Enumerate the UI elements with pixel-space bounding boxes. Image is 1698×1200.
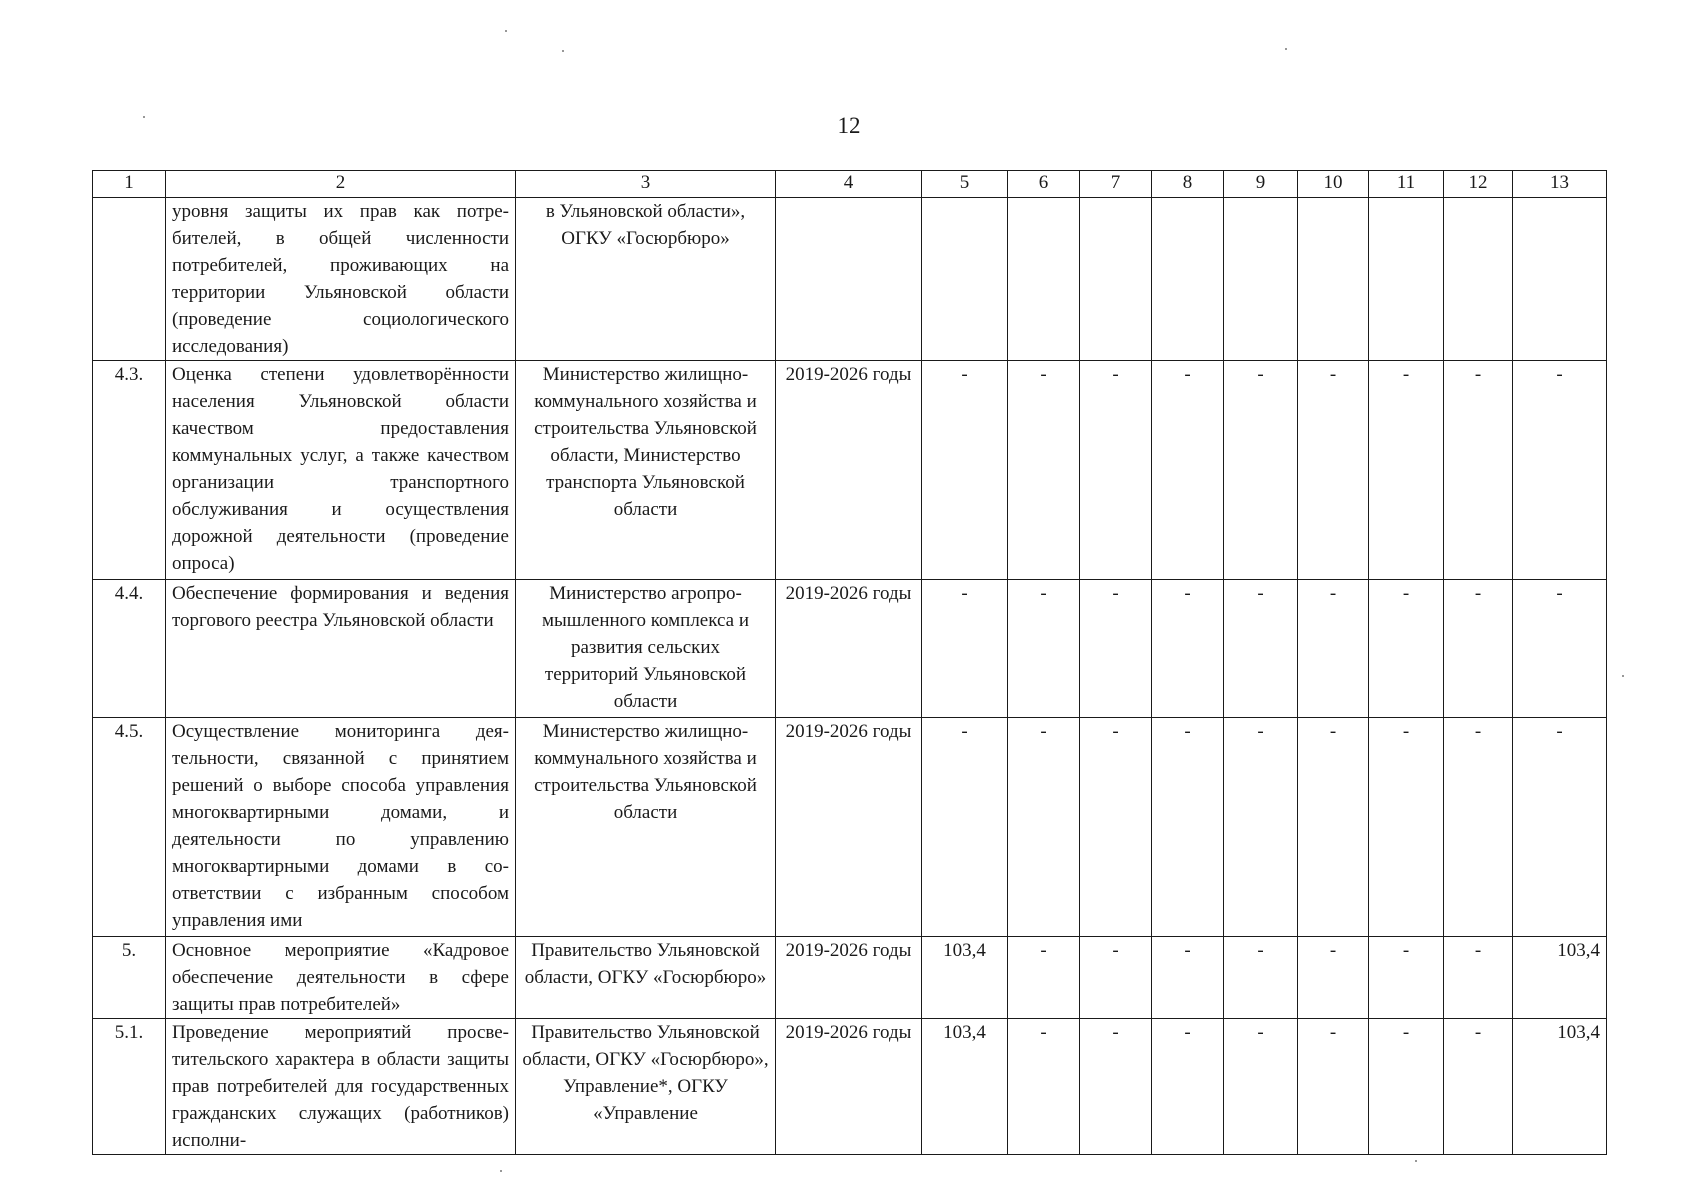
- value-cell: -: [1080, 937, 1152, 1019]
- value-cell: -: [1513, 580, 1607, 718]
- value-cell: -: [1224, 361, 1298, 580]
- value-cell: -: [1369, 361, 1444, 580]
- activity-name: уровня защиты их прав как потребителей, в общей численности потребителей, проживающих на территории Ульяновской области (проведение социологического исследования): [166, 198, 516, 361]
- value-cell: [1513, 198, 1607, 361]
- value-cell: -: [1224, 718, 1298, 937]
- table-row: [93, 198, 1607, 361]
- implementation-period: 2019-2026 годы: [776, 1019, 922, 1155]
- value-cell: -: [1369, 1019, 1444, 1155]
- value-cell: -: [1080, 1019, 1152, 1155]
- value-cell: -: [1369, 580, 1444, 718]
- value-cell: [1152, 198, 1224, 361]
- table-row: [93, 937, 1607, 1019]
- value-cell: [1444, 198, 1513, 361]
- value-cell: -: [1224, 1019, 1298, 1155]
- value-cell: -: [1444, 718, 1513, 937]
- value-cell: 103,4: [922, 1019, 1008, 1155]
- implementation-period: 2019-2026 годы: [776, 580, 922, 718]
- scan-speck: [1622, 675, 1624, 677]
- row-number: 4.4.: [93, 580, 166, 718]
- row-number: 5.: [93, 937, 166, 1019]
- row-number: [93, 198, 166, 361]
- value-cell: -: [1444, 361, 1513, 580]
- row-number: 5.1.: [93, 1019, 166, 1155]
- responsible-executor: Министерство агропромышленного комплекса и развития сельских территорий Ульяновской области: [516, 580, 776, 718]
- column-number: 10: [1298, 171, 1369, 198]
- implementation-period: 2019-2026 годы: [776, 361, 922, 580]
- value-cell: -: [1369, 937, 1444, 1019]
- scan-speck: [143, 116, 145, 118]
- implementation-period: 2019-2026 годы: [776, 937, 922, 1019]
- column-number: 2: [166, 171, 516, 198]
- value-cell: -: [1298, 361, 1369, 580]
- column-number-row: [93, 171, 1607, 198]
- value-cell: -: [1080, 361, 1152, 580]
- column-number: 9: [1224, 171, 1298, 198]
- value-cell: -: [1152, 1019, 1224, 1155]
- value-cell: -: [1008, 580, 1080, 718]
- page-number: 12: [837, 113, 861, 138]
- column-number: 11: [1369, 171, 1444, 198]
- table-row: [93, 1019, 1607, 1155]
- responsible-executor: в Ульяновской области», ОГКУ «Госюрбюро»: [516, 198, 776, 361]
- value-cell: -: [922, 361, 1008, 580]
- program-activities-table: [92, 170, 1607, 1155]
- column-number: 7: [1080, 171, 1152, 198]
- scan-speck: [505, 30, 507, 32]
- value-cell: [1008, 198, 1080, 361]
- value-cell: -: [922, 718, 1008, 937]
- value-cell: -: [1224, 937, 1298, 1019]
- value-cell: [1224, 198, 1298, 361]
- value-cell: -: [1152, 361, 1224, 580]
- value-cell: -: [1444, 937, 1513, 1019]
- table-row: [93, 361, 1607, 580]
- column-number: 4: [776, 171, 922, 198]
- implementation-period: 2019-2026 годы: [776, 718, 922, 937]
- value-cell: -: [1298, 718, 1369, 937]
- value-cell: -: [1224, 580, 1298, 718]
- scan-speck: [1285, 48, 1287, 50]
- value-cell: -: [1008, 718, 1080, 937]
- responsible-executor: Министерство жилищно-коммунального хозяйства и строительства Ульяновской области: [516, 718, 776, 937]
- responsible-executor: Правительство Ульяновской области, ОГКУ «Госюрбюро»: [516, 937, 776, 1019]
- column-number: 5: [922, 171, 1008, 198]
- value-cell: -: [1080, 580, 1152, 718]
- value-cell: -: [1298, 1019, 1369, 1155]
- value-cell: -: [1080, 718, 1152, 937]
- value-cell: -: [1008, 361, 1080, 580]
- row-number: 4.5.: [93, 718, 166, 937]
- value-cell: [1080, 198, 1152, 361]
- responsible-executor: Правительство Ульяновской области, ОГКУ «Госюрбюро», Управление*, ОГКУ «Управление: [516, 1019, 776, 1155]
- responsible-executor: Министерство жилищно-коммунального хозяйства и строительства Ульяновской области, Министерство транспорта Ульяновской области: [516, 361, 776, 580]
- scan-speck: [562, 50, 564, 52]
- column-number: 12: [1444, 171, 1513, 198]
- column-number: 6: [1008, 171, 1080, 198]
- implementation-period: [776, 198, 922, 361]
- value-cell: -: [1513, 361, 1607, 580]
- activity-name: Проведение мероприятий просветительского характера в области защиты прав потребителей для государственных гражданских служащих (работников) исполни-: [166, 1019, 516, 1155]
- value-cell: -: [1369, 718, 1444, 937]
- value-cell: -: [922, 580, 1008, 718]
- value-cell: 103,4: [1513, 937, 1607, 1019]
- value-cell: [1369, 198, 1444, 361]
- value-cell: -: [1298, 580, 1369, 718]
- value-cell: [1298, 198, 1369, 361]
- value-cell: -: [1444, 1019, 1513, 1155]
- value-cell: -: [1152, 937, 1224, 1019]
- activity-name: Оценка степени удовлетворённости населения Ульяновской области качеством предоставления коммунальных услуг, а также качеством организации транспортного обслуживания и осуществления дорожной деятельности (проведение опроса): [166, 361, 516, 580]
- value-cell: -: [1152, 718, 1224, 937]
- value-cell: -: [1513, 718, 1607, 937]
- value-cell: -: [1008, 1019, 1080, 1155]
- column-number: 3: [516, 171, 776, 198]
- table-row: [93, 718, 1607, 937]
- column-number: 8: [1152, 171, 1224, 198]
- value-cell: -: [1298, 937, 1369, 1019]
- value-cell: [922, 198, 1008, 361]
- activity-name: Осуществление мониторинга деятельности, связанной с принятием решений о выборе способа управления многоквартирными домами, и деятельности по управлению многоквартирными домами в соответствии с избранным способом управления ими: [166, 718, 516, 937]
- value-cell: -: [1444, 580, 1513, 718]
- column-number: 1: [93, 171, 166, 198]
- value-cell: -: [1008, 937, 1080, 1019]
- value-cell: -: [1152, 580, 1224, 718]
- table-row: [93, 580, 1607, 718]
- column-number: 13: [1513, 171, 1607, 198]
- value-cell: 103,4: [922, 937, 1008, 1019]
- activity-name: Обеспечение формирования и ведения торгового реестра Ульяновской области: [166, 580, 516, 718]
- scan-speck: [1415, 1160, 1417, 1162]
- row-number: 4.3.: [93, 361, 166, 580]
- scan-speck: [500, 1170, 502, 1172]
- activity-name: Основное мероприятие «Кадровое обеспечение деятельности в сфере защиты прав потребителей»: [166, 937, 516, 1019]
- value-cell: 103,4: [1513, 1019, 1607, 1155]
